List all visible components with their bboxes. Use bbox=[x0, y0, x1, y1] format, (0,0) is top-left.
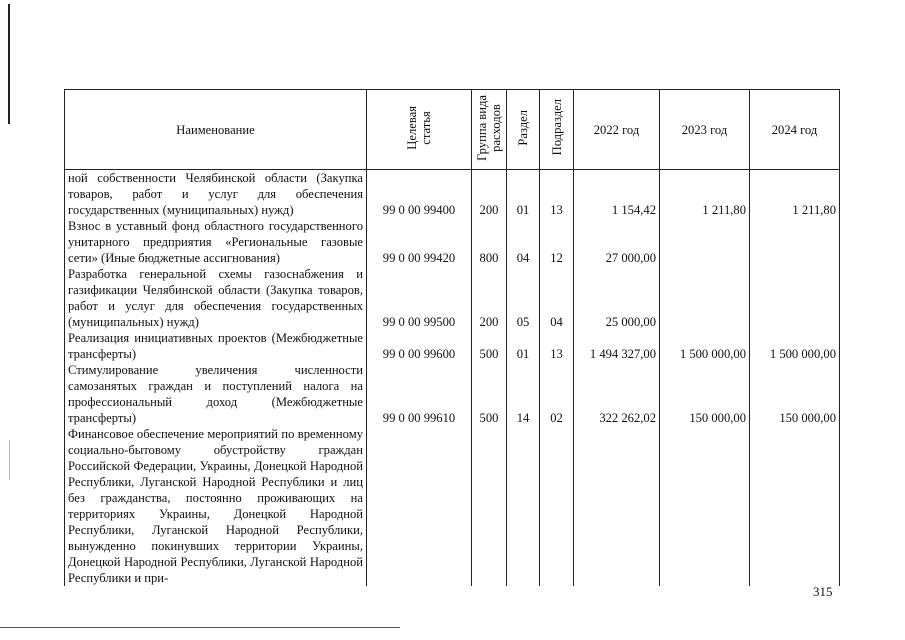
header-subsection-label: Подраздел bbox=[549, 99, 564, 156]
row-2022 bbox=[574, 426, 660, 586]
table-row bbox=[65, 362, 840, 426]
header-subsection bbox=[540, 90, 574, 170]
row-name: Взнос в уставный фонд областного государственного унитарного предприятия «Региональные газовые сети» (Иные бюджетные ассигнования) bbox=[65, 218, 367, 266]
row-section: 05 bbox=[507, 266, 540, 330]
row-subsection: 02 bbox=[540, 362, 574, 426]
row-group: 800 bbox=[472, 218, 507, 266]
page-number: 315 bbox=[813, 584, 833, 599]
row-target: 99 0 00 99420 bbox=[367, 218, 472, 266]
row-section: 04 bbox=[507, 218, 540, 266]
row-2023 bbox=[660, 218, 750, 266]
row-subsection: 13 bbox=[540, 170, 574, 219]
row-subsection: 13 bbox=[540, 330, 574, 362]
row-section: 14 bbox=[507, 362, 540, 426]
table-row bbox=[65, 170, 840, 219]
row-group: 200 bbox=[472, 266, 507, 330]
budget-table bbox=[64, 89, 840, 586]
row-name: Разработка генеральной схемы газоснабжения и газификации Челябинской области (Закупка товаров, работ и услуг для обеспечения государственных (муниципальных) нужд) bbox=[65, 266, 367, 330]
row-2022: 1 154,42 bbox=[574, 170, 660, 219]
row-name: Реализация инициативных проектов (Межбюджетные трансферты) bbox=[65, 330, 367, 362]
row-2024: 1 500 000,00 bbox=[750, 330, 840, 362]
scan-left-edge bbox=[8, 4, 10, 124]
row-2024 bbox=[750, 218, 840, 266]
row-2023: 150 000,00 bbox=[660, 362, 750, 426]
row-name: Финансовое обеспечение мероприятий по временному социально-бытовому обустройству граждан Российской Федерации, Украины, Донецкой Народной Республики, Луганской Народной Республики и лиц без гражданства, постоянно проживающих на территориях Украины, Донецкой Народной Республики, Луганской Народной Республики, вынужденно покинувших территории Украины, Донецкой Народной Республики, Луганской Народной Республики и при- bbox=[65, 426, 367, 586]
row-name: Стимулирование увеличения численности самозанятых граждан и поступлений налога на профессиональный доход (Межбюджетные трансферты) bbox=[65, 362, 367, 426]
table-row bbox=[65, 330, 840, 362]
header-group-label: Группа вида расходов bbox=[475, 94, 503, 161]
header-section-label: Раздел bbox=[516, 109, 530, 146]
row-section bbox=[507, 426, 540, 586]
row-group: 500 bbox=[472, 362, 507, 426]
row-group: 500 bbox=[472, 330, 507, 362]
row-2024 bbox=[750, 266, 840, 330]
row-2022: 1 494 327,00 bbox=[574, 330, 660, 362]
row-2022: 25 000,00 bbox=[574, 266, 660, 330]
row-2022: 322 262,02 bbox=[574, 362, 660, 426]
header-2023: 2023 год bbox=[660, 90, 750, 170]
row-subsection: 04 bbox=[540, 266, 574, 330]
header-target-label: Целевая статья bbox=[405, 105, 433, 150]
table-row bbox=[65, 218, 840, 266]
table-row bbox=[65, 426, 840, 586]
header-section bbox=[507, 90, 540, 170]
row-section: 01 bbox=[507, 170, 540, 219]
header-group bbox=[472, 90, 507, 170]
row-name: ной собственности Челябинской области (Закупка товаров, работ и услуг для обеспечения государственных (муниципальных) нужд) bbox=[65, 170, 367, 219]
row-target: 99 0 00 99500 bbox=[367, 266, 472, 330]
header-name: Наименование bbox=[65, 90, 367, 170]
row-group bbox=[472, 426, 507, 586]
row-target bbox=[367, 426, 472, 586]
table-row bbox=[65, 266, 840, 330]
row-2024 bbox=[750, 426, 840, 586]
row-2023: 1 500 000,00 bbox=[660, 330, 750, 362]
header-target bbox=[367, 90, 472, 170]
row-2023: 1 211,80 bbox=[660, 170, 750, 219]
row-target: 99 0 00 99600 bbox=[367, 330, 472, 362]
row-target: 99 0 00 99610 bbox=[367, 362, 472, 426]
row-group: 200 bbox=[472, 170, 507, 219]
row-2024: 1 211,80 bbox=[750, 170, 840, 219]
row-subsection bbox=[540, 426, 574, 586]
row-2024: 150 000,00 bbox=[750, 362, 840, 426]
row-2023 bbox=[660, 426, 750, 586]
header-2022: 2022 год bbox=[574, 90, 660, 170]
row-2022: 27 000,00 bbox=[574, 218, 660, 266]
header-row bbox=[65, 90, 840, 170]
bottom-rule bbox=[0, 627, 400, 628]
row-section: 01 bbox=[507, 330, 540, 362]
row-2023 bbox=[660, 266, 750, 330]
row-target: 99 0 00 99400 bbox=[367, 170, 472, 219]
row-subsection: 12 bbox=[540, 218, 574, 266]
header-2024: 2024 год bbox=[750, 90, 840, 170]
scan-left-mark bbox=[9, 440, 10, 480]
